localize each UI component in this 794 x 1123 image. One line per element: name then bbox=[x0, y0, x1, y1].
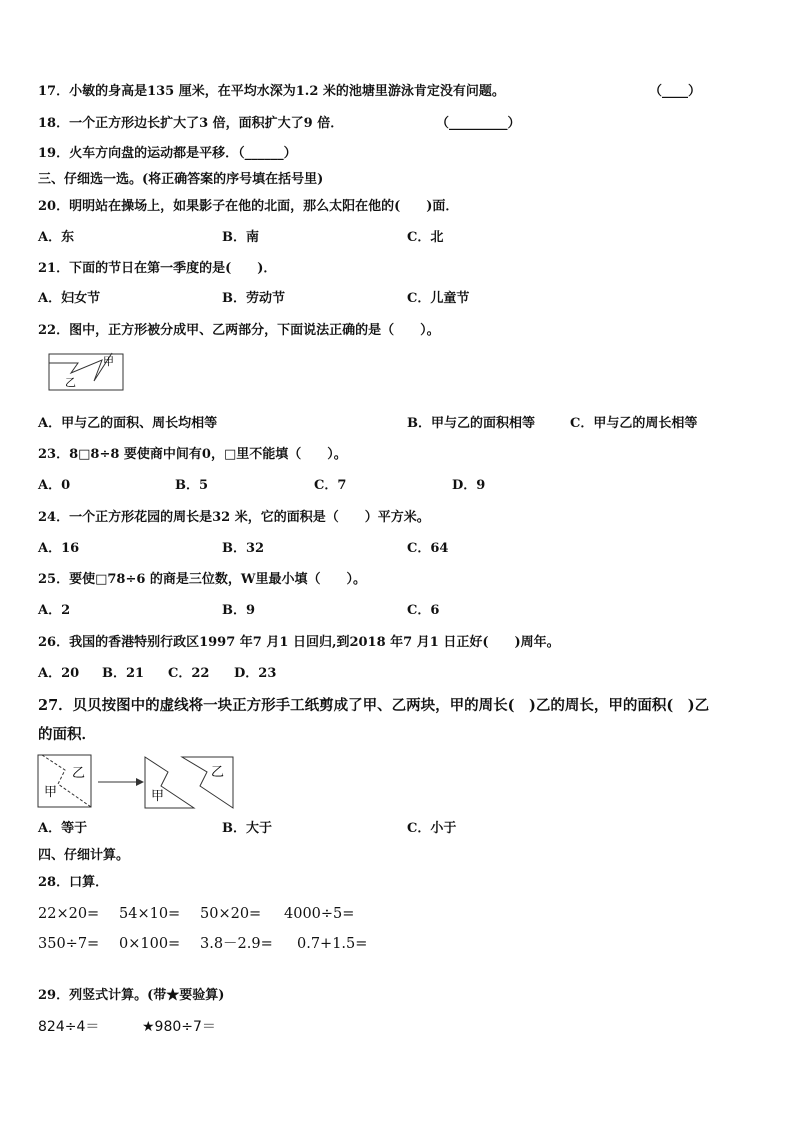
q28-item: 54×10= bbox=[119, 906, 181, 922]
q26-option-a[interactable]: A．20 bbox=[38, 666, 80, 681]
q27-option-b[interactable]: B．大于 bbox=[222, 821, 272, 836]
q26-option-d[interactable]: D．23 bbox=[234, 666, 277, 681]
q22-label-jia: 甲 bbox=[103, 355, 114, 368]
section-4-heading: 四、仔细计算。 bbox=[38, 848, 130, 863]
q20-option-a[interactable]: A．东 bbox=[38, 230, 75, 245]
q23-option-b[interactable]: B．5 bbox=[175, 478, 209, 493]
q17-answer-blank[interactable]: （____） bbox=[649, 84, 702, 99]
q27-text-line1: 27．贝贝按图中的虚线将一块正方形手工纸剪成了甲、乙两块，甲的周长( )乙的周长，甲的面积( )乙 bbox=[38, 697, 710, 714]
q23-option-a[interactable]: A．0 bbox=[38, 478, 71, 493]
q21-text: 21．下面的节日在第一季度的是( )． bbox=[38, 261, 277, 276]
q23-option-c[interactable]: C．7 bbox=[314, 478, 347, 493]
q27-label-jia-left: 甲 bbox=[44, 785, 58, 800]
q22-option-b[interactable]: B．甲与乙的面积相等 bbox=[407, 416, 535, 431]
q26-option-c[interactable]: C．22 bbox=[168, 666, 210, 681]
q28-item: 4000÷5= bbox=[284, 906, 355, 922]
q27-label-jia-right: 甲 bbox=[151, 789, 165, 804]
q28-item: 0.7+1.5= bbox=[297, 936, 368, 952]
q26-text: 26．我国的香港特别行政区1997 年7 月1 日回归,到2018 年7 月1 日正好( )周年。 bbox=[38, 635, 560, 650]
q25-option-a[interactable]: A．2 bbox=[38, 603, 71, 618]
q21-option-c[interactable]: C．儿童节 bbox=[407, 291, 470, 306]
q28-item: 3.8－2.9= bbox=[200, 936, 273, 952]
q20-text: 20．明明站在操场上，如果影子在他的北面，那么太阳在他的( )面． bbox=[38, 199, 459, 214]
q22-square-figure bbox=[46, 350, 126, 394]
q22-option-a[interactable]: A．甲与乙的面积、周长均相等 bbox=[38, 416, 218, 431]
q22-label-yi: 乙 bbox=[65, 376, 76, 389]
q28-item: 0×100= bbox=[119, 936, 181, 952]
q28-item: 50×20= bbox=[200, 906, 262, 922]
q28-item: 22×20= bbox=[38, 906, 100, 922]
q25-option-c[interactable]: C．6 bbox=[407, 603, 440, 618]
q19-text: 19．火车方向盘的运动都是平移．（______） bbox=[38, 146, 297, 161]
q25-option-b[interactable]: B．9 bbox=[222, 603, 256, 618]
q26-option-b[interactable]: B．21 bbox=[102, 666, 145, 681]
q22-option-c[interactable]: C．甲与乙的周长相等 bbox=[570, 416, 698, 431]
q27-cut-figure bbox=[36, 752, 236, 810]
q20-option-b[interactable]: B．南 bbox=[222, 230, 259, 245]
q18-text: 18．一个正方形边长扩大了3 倍，面积扩大了9 倍． bbox=[38, 116, 344, 131]
q22-text: 22．图中，正方形被分成甲、乙两部分，下面说法正确的是（ ）。 bbox=[38, 323, 440, 338]
q27-text-line2: 的面积． bbox=[38, 726, 96, 743]
q29-expression-1: 824÷4＝ bbox=[38, 1019, 100, 1035]
q24-option-c[interactable]: C．64 bbox=[407, 541, 449, 556]
q21-option-b[interactable]: B．劳动节 bbox=[222, 291, 285, 306]
q17-text: 17．小敏的身高是135 厘米，在平均水深为1.2 米的池塘里游泳肯定没有问题。 bbox=[38, 84, 505, 99]
q23-option-d[interactable]: D．9 bbox=[452, 478, 486, 493]
q27-label-yi-left: 乙 bbox=[72, 766, 86, 781]
q20-option-c[interactable]: C．北 bbox=[407, 230, 444, 245]
q29-expression-2: ★980÷7＝ bbox=[142, 1019, 216, 1035]
section-3-heading: 三、仔细选一选。(将正确答案的序号填在括号里) bbox=[38, 172, 324, 187]
q27-label-yi-right: 乙 bbox=[211, 765, 225, 780]
q28-title: 28．口算． bbox=[38, 875, 109, 890]
q27-option-a[interactable]: A．等于 bbox=[38, 821, 88, 836]
q24-text: 24．一个正方形花园的周长是32 米，它的面积是（ ）平方米。 bbox=[38, 510, 430, 525]
q28-item: 350÷7= bbox=[38, 936, 100, 952]
q27-option-c[interactable]: C．小于 bbox=[407, 821, 457, 836]
q29-title: 29．列竖式计算。(带★要验算) bbox=[38, 988, 225, 1003]
q21-option-a[interactable]: A．妇女节 bbox=[38, 291, 101, 306]
q23-text: 23．8□8÷8 要使商中间有0，□里不能填（ ）。 bbox=[38, 447, 347, 462]
q24-option-b[interactable]: B．32 bbox=[222, 541, 265, 556]
q24-option-a[interactable]: A．16 bbox=[38, 541, 80, 556]
q18-answer-blank[interactable]: （_________） bbox=[436, 116, 521, 131]
q25-text: 25．要使□78÷6 的商是三位数，W里最小填（ ）。 bbox=[38, 572, 367, 587]
